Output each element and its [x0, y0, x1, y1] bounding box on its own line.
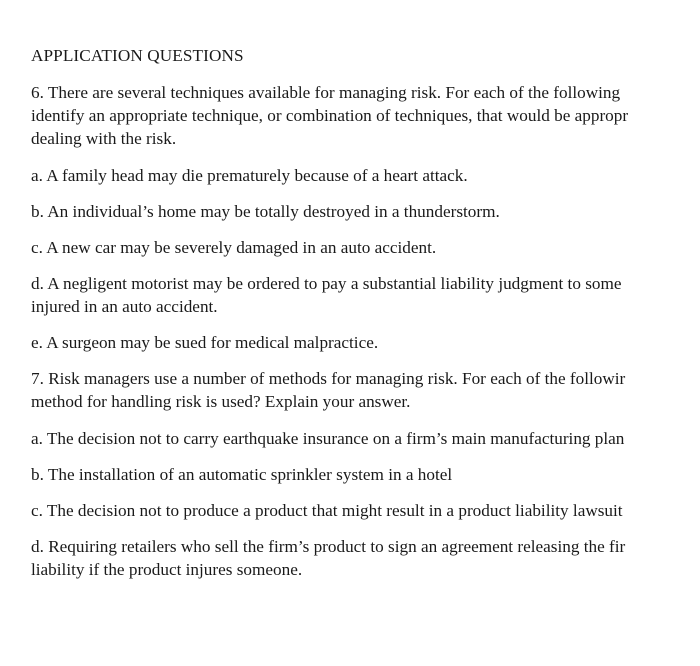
- question-7-item-a: [31, 427, 700, 450]
- item-text: d. Requiring retailers who sell the firm’s product to sign an agreement releasing the fir: [31, 537, 626, 556]
- item-text: c. A new car may be severely damaged in an auto accident.: [31, 238, 437, 257]
- question-6-item-d: [31, 272, 700, 318]
- item-text-continued: liability if the product injures someone.: [31, 560, 303, 579]
- question-6-item-e: [31, 331, 700, 354]
- question-7-item-d: [31, 535, 700, 581]
- question-6-line-1: 6. There are several techniques available for managing risk. For each of the following: [31, 83, 621, 102]
- item-text: b. The installation of an automatic sprinkler system in a hotel: [31, 465, 453, 484]
- item-text-continued: injured in an auto accident.: [31, 297, 218, 316]
- question-6-line-3: dealing with the risk.: [31, 129, 177, 148]
- question-6-line-2: identify an appropriate technique, or combination of techniques, that would be appropr: [31, 106, 629, 125]
- item-text: b. An individual’s home may be totally destroyed in a thunderstorm.: [31, 202, 500, 221]
- document-page: [31, 44, 700, 594]
- question-7-item-c: [31, 499, 700, 522]
- question-6-item-a: [31, 164, 700, 187]
- question-7-item-b: [31, 463, 700, 486]
- question-6: [31, 81, 700, 150]
- item-text: e. A surgeon may be sued for medical malpractice.: [31, 333, 379, 352]
- question-6-item-c: [31, 236, 700, 259]
- question-7-line-1: 7. Risk managers use a number of methods for managing risk. For each of the followir: [31, 369, 626, 388]
- item-text: a. A family head may die prematurely because of a heart attack.: [31, 166, 468, 185]
- question-7-line-2: method for handling risk is used? Explain your answer.: [31, 392, 411, 411]
- question-6-item-b: [31, 200, 700, 223]
- section-heading: APPLICATION QUESTIONS: [31, 46, 244, 65]
- item-text: d. A negligent motorist may be ordered to pay a substantial liability judgment to some: [31, 274, 622, 293]
- item-text: a. The decision not to carry earthquake insurance on a firm’s main manufacturing plan: [31, 429, 625, 448]
- question-7: [31, 367, 700, 413]
- item-text: c. The decision not to produce a product that might result in a product liability lawsuit: [31, 501, 623, 520]
